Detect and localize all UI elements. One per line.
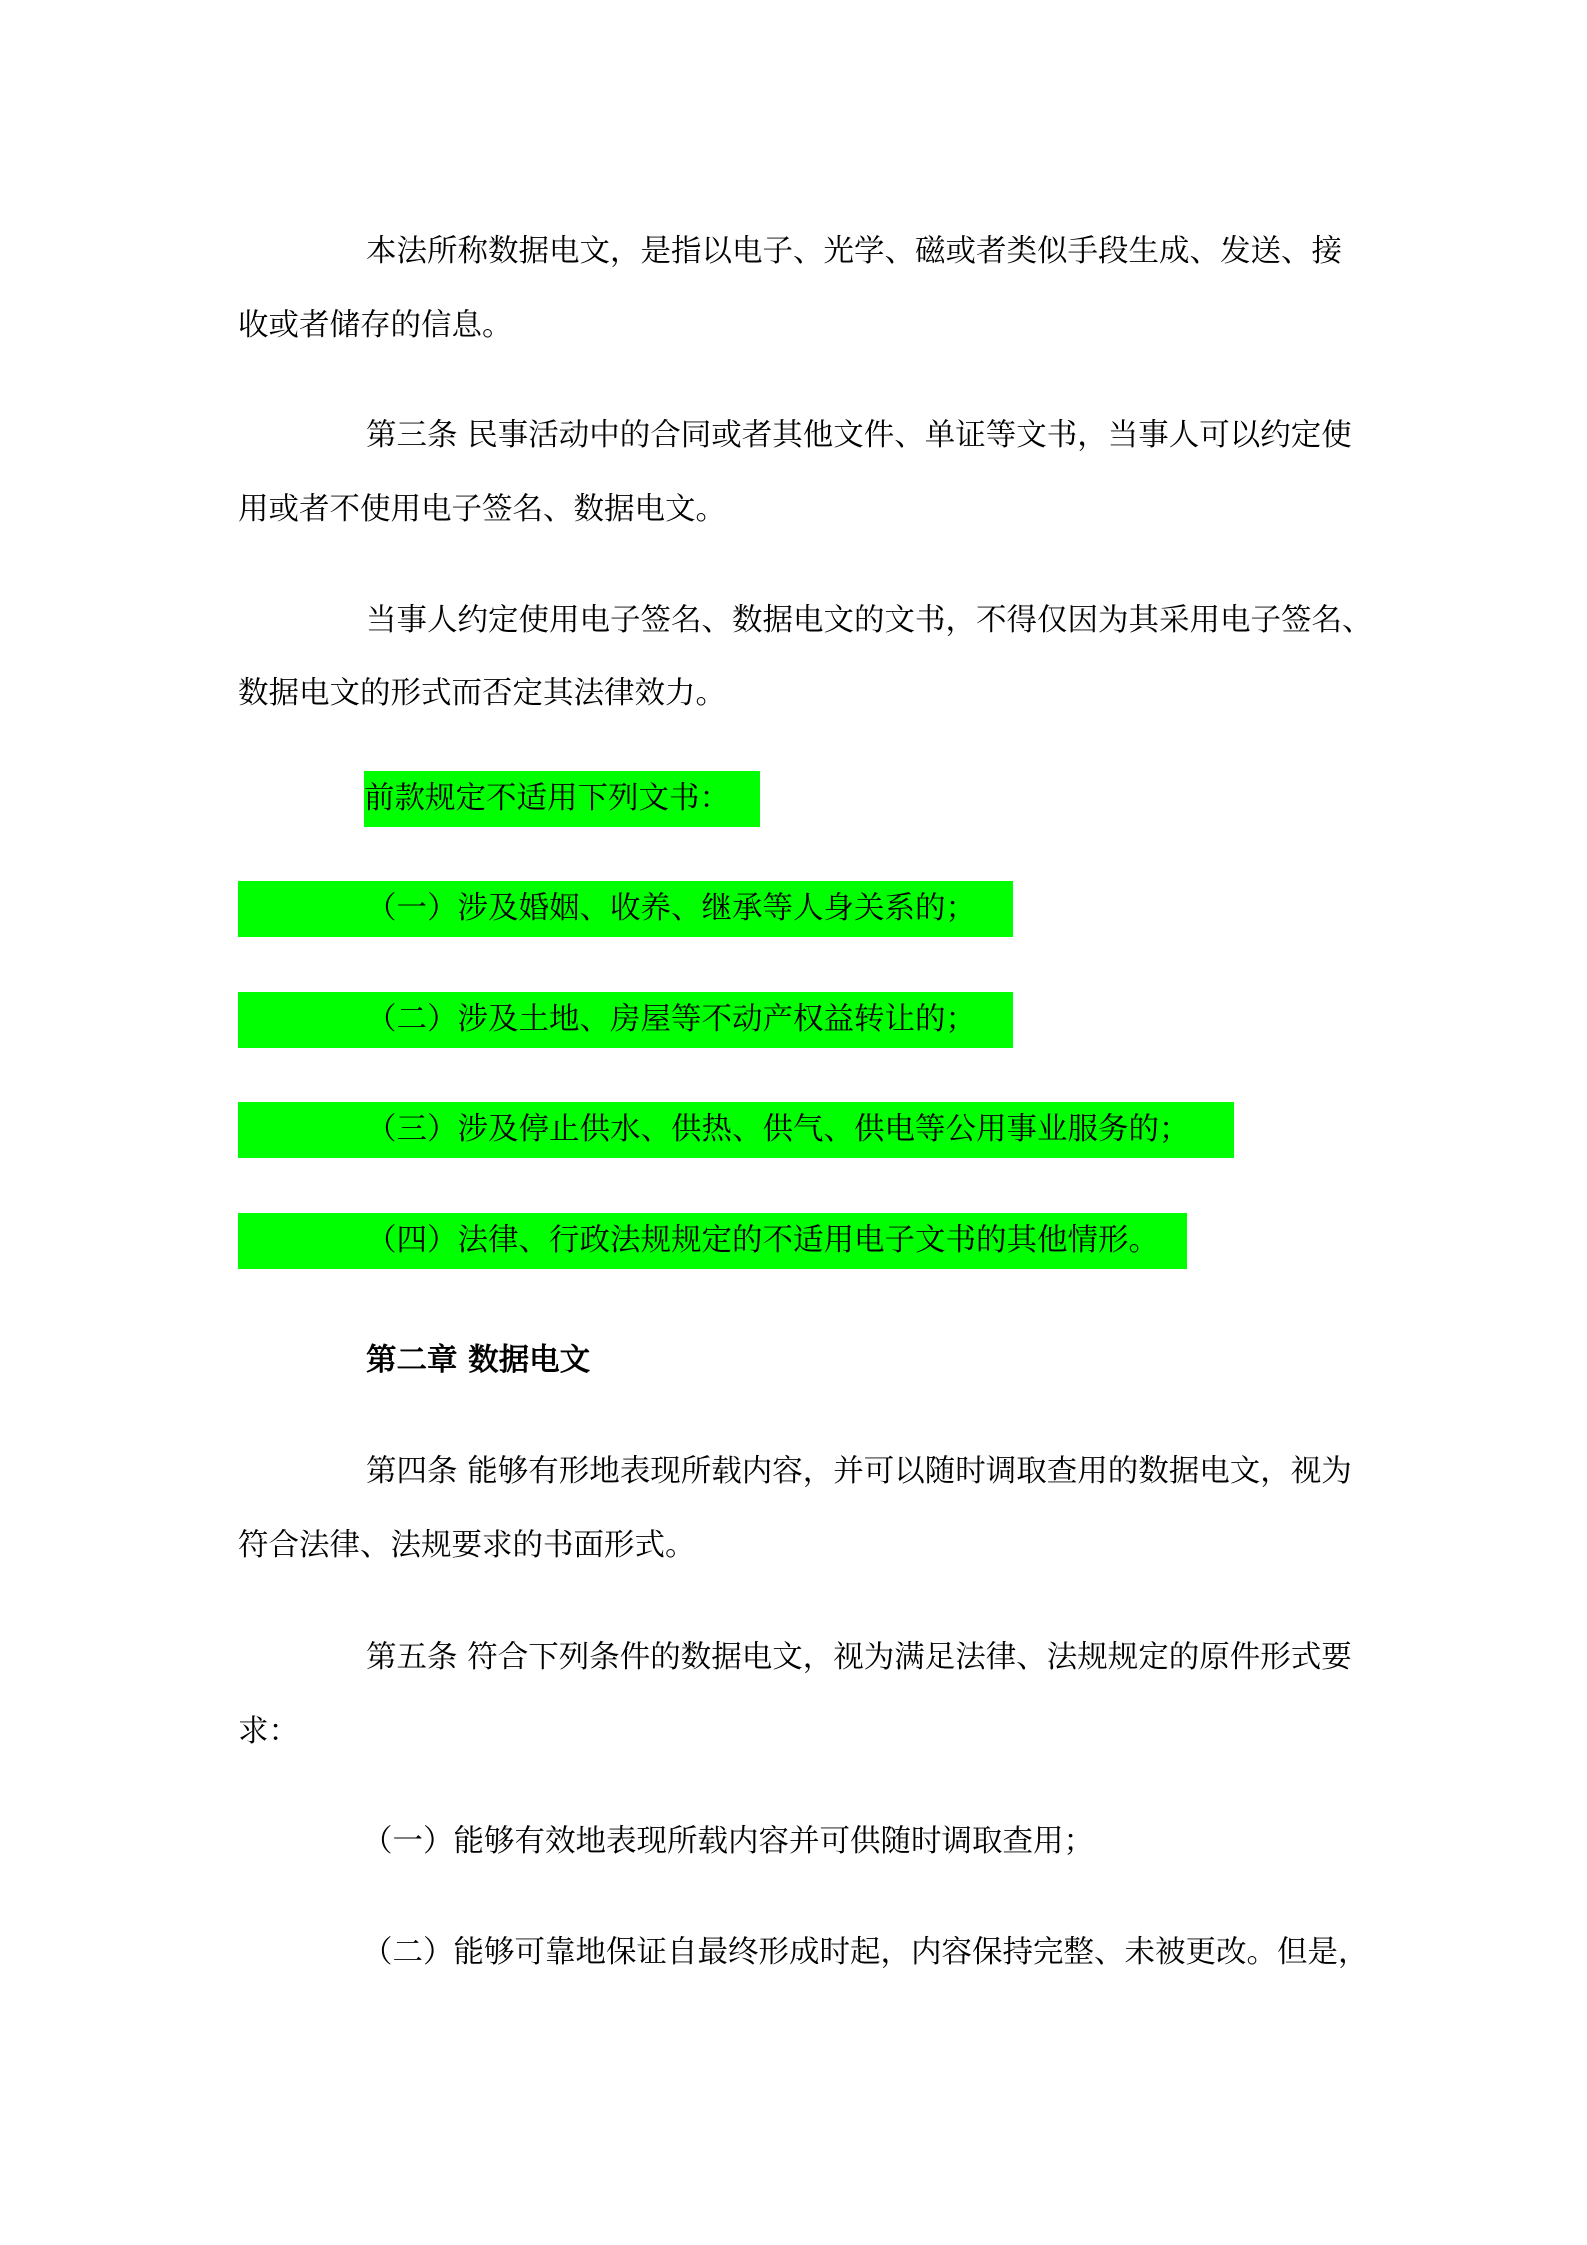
highlighted-line: 前款规定不适用下列文书： <box>364 771 760 827</box>
highlighted-list-item: （三）涉及停止供水、供热、供气、供电等公用事业服务的； <box>238 1102 1234 1158</box>
paragraph-line: 数据电文的形式而否定其法律效力。 <box>238 676 726 711</box>
chapter-heading: 第二章 数据电文 <box>366 1342 591 1378</box>
paragraph-line: 本法所称数据电文，是指以电子、光学、磁或者类似手段生成、发送、接 <box>366 234 1342 269</box>
paragraph-line: 当事人约定使用电子签名、数据电文的文书，不得仅因为其采用电子签名、 <box>366 603 1373 638</box>
highlighted-list-item: （四）法律、行政法规规定的不适用电子文书的其他情形。 <box>238 1213 1187 1269</box>
paragraph-line: 第五条 符合下列条件的数据电文，视为满足法律、法规规定的原件形式要 <box>366 1640 1352 1675</box>
paragraph-line: 用或者不使用电子签名、数据电文。 <box>238 492 726 527</box>
list-item: （一）能够有效地表现所载内容并可供随时调取查用； <box>362 1824 1094 1859</box>
paragraph-line: 收或者储存的信息。 <box>238 308 513 343</box>
highlighted-list-item: （一）涉及婚姻、收养、继承等人身关系的； <box>238 881 1013 937</box>
paragraph-line: 符合法律、法规要求的书面形式。 <box>238 1528 696 1563</box>
paragraph-line: 求： <box>238 1714 299 1749</box>
paragraph-line: 第四条 能够有形地表现所载内容，并可以随时调取查用的数据电文，视为 <box>366 1454 1352 1489</box>
highlighted-list-item: （二）涉及土地、房屋等不动产权益转让的； <box>238 992 1013 1048</box>
list-item: （二）能够可靠地保证自最终形成时起，内容保持完整、未被更改。但是， <box>362 1935 1369 1970</box>
paragraph-line: 第三条 民事活动中的合同或者其他文件、单证等文书，当事人可以约定使 <box>366 418 1352 453</box>
